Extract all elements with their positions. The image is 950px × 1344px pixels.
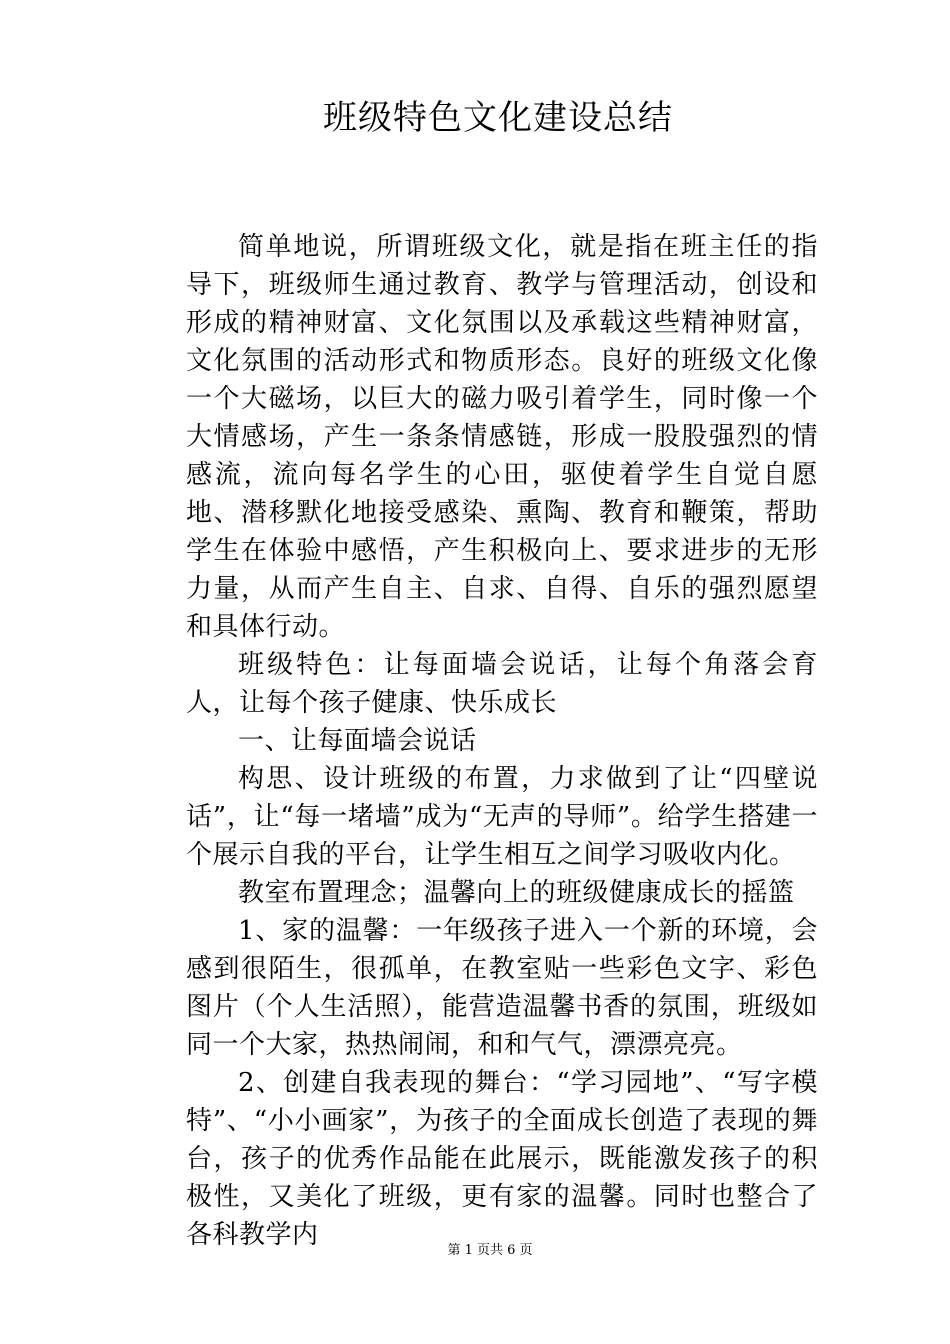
paragraph-class-feature: 班级特色：让每面墙会说话，让每个角落会育人，让每个孩子健康、快乐成长 bbox=[186, 650, 818, 718]
document-title: 班级特色文化建设总结 bbox=[323, 98, 673, 138]
document-body bbox=[186, 228, 818, 1254]
paragraph-intro: 简单地说，所谓班级文化，就是指在班主任的指导下，班级师生通过教育、教学与管理活动，创设和形成的精神财富、文化氛围以及承载这些精神财富，文化氛围的活动形式和物质形态。良好的班级文化像一个大磁场，以巨大的磁力吸引着学生，同时像一个大情感场，产生一条条情感链，形成一股股强烈的情感流，流向每名学生的心田，驱使着学生自觉自愿地、潜移默化地接受感染、熏陶、教育和鞭策，帮助学生在体验中感悟，产生积极向上、要求进步的无形力量，从而产生自主、自求、自得、自乐的强烈愿望和具体行动。 bbox=[186, 232, 818, 642]
paragraph-item-1: 1、家的温馨：一年级孩子进入一个新的环境，会感到很陌生，很孤单，在教室贴一些彩色文字、彩色图片（个人生活照），能营造温馨书香的氛围，班级如同一个大家，热热闹闹，和和气气，漂漂亮亮。 bbox=[186, 916, 818, 1060]
paragraph-concept: 教室布置理念；温馨向上的班级健康成长的摇篮 bbox=[238, 878, 795, 908]
paragraph-design: 构思、设计班级的布置，力求做到了让“四壁说话”，让“每一堵墙”成为“无声的导师”。给学生搭建一个展示自我的平台，让学生相互之间学习吸收内化。 bbox=[186, 764, 818, 870]
page-footer: 第 1 页共 6 页 bbox=[447, 1243, 533, 1258]
section-heading-walls: 一、让每面墙会说话 bbox=[238, 726, 477, 756]
paragraph-item-2: 2、创建自我表现的舞台：“学习园地”、“写字模特”、“小小画家”，为孩子的全面成长创造了表现的舞台，孩子的优秀作品能在此展示，既能激发孩子的积极性，又美化了班级，更有家的温馨。同时也整合了各科教学内 bbox=[186, 1068, 818, 1250]
